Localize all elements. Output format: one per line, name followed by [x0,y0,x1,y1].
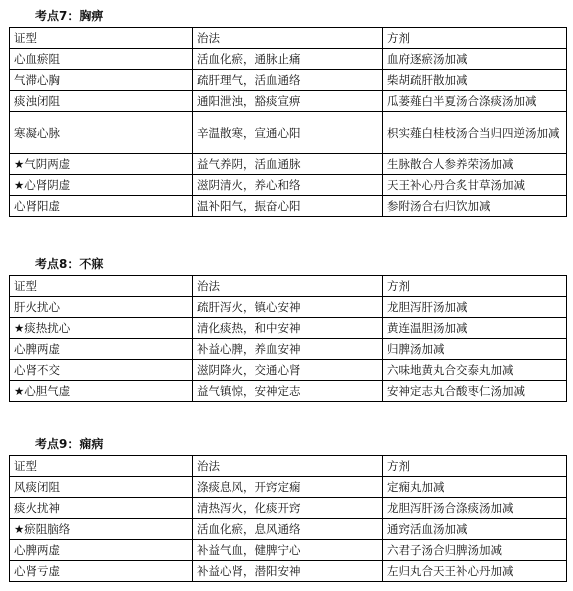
table-row [10,339,567,360]
syndrome-cell: ★瘀阻脑络 [10,519,193,540]
table-row [10,196,567,217]
treatment-method-cell: 清化痰热，和中安神 [193,318,383,339]
table-row [10,91,567,112]
table-header-row [10,28,567,49]
prescription-cell: 龙胆泻肝汤加减 [383,297,567,318]
syndrome-cell: 心肾亏虚 [10,561,193,582]
column-header: 治法 [193,276,383,297]
prescription-cell: 安神定志丸合酸枣仁汤加减 [383,381,567,402]
section-title: 考点7：胸痹 [35,9,104,23]
syndrome-cell: 寒凝心脉 [10,112,193,154]
treatment-method-cell: 清热泻火，化痰开窍 [193,498,383,519]
table-row [10,519,567,540]
treatment-method-cell: 补益心肾，潜阳安神 [193,561,383,582]
syndrome-table [9,27,567,217]
table-row [10,70,567,91]
syndrome-cell: 心肾不交 [10,360,193,381]
syndrome-cell: 心脾两虚 [10,339,193,360]
column-header: 方剂 [383,28,567,49]
table-row [10,561,567,582]
table-row [10,360,567,381]
treatment-method-cell: 活血化瘀，通脉止痛 [193,49,383,70]
prescription-cell: 归脾汤加减 [383,339,567,360]
syndrome-cell: 心血瘀阻 [10,49,193,70]
treatment-method-cell: 活血化瘀，息风通络 [193,519,383,540]
table-row [10,477,567,498]
treatment-method-cell: 补益气血，健脾宁心 [193,540,383,561]
syndrome-cell: 痰火扰神 [10,498,193,519]
treatment-method-cell: 滋阴清火，养心和络 [193,175,383,196]
prescription-cell: 生脉散合人参养荣汤加减 [383,154,567,175]
column-header: 证型 [10,276,193,297]
treatment-method-cell: 益气镇惊，安神定志 [193,381,383,402]
prescription-cell: 天王补心丹合炙甘草汤加减 [383,175,567,196]
syndrome-cell: 痰浊闭阻 [10,91,193,112]
syndrome-table [9,275,567,402]
syndrome-cell: 心肾阳虚 [10,196,193,217]
treatment-method-cell: 辛温散寒，宣通心阳 [193,112,383,154]
prescription-cell: 参附汤合右归饮加减 [383,196,567,217]
prescription-cell: 左归丸合天王补心丹加减 [383,561,567,582]
table-row [10,540,567,561]
column-header: 方剂 [383,456,567,477]
prescription-cell: 六君子汤合归脾汤加减 [383,540,567,561]
treatment-method-cell: 通阳泄浊，豁痰宣痹 [193,91,383,112]
section-title: 考点8：不寐 [35,257,104,271]
column-header: 证型 [10,28,193,49]
column-header: 方剂 [383,276,567,297]
section-chest-bi [9,5,566,217]
treatment-method-cell: 益气养阴，活血通脉 [193,154,383,175]
table-row [10,175,567,196]
treatment-method-cell: 疏肝泻火，镇心安神 [193,297,383,318]
syndrome-cell: 肝火扰心 [10,297,193,318]
prescription-cell: 血府逐瘀汤加减 [383,49,567,70]
treatment-method-cell: 疏肝理气，活血通络 [193,70,383,91]
syndrome-cell: 心脾两虚 [10,540,193,561]
column-header: 治法 [193,456,383,477]
syndrome-cell: 风痰闭阻 [10,477,193,498]
column-header: 治法 [193,28,383,49]
section-epilepsy [9,433,566,582]
syndrome-cell: 气滞心胸 [10,70,193,91]
treatment-method-cell: 温补阳气，振奋心阳 [193,196,383,217]
table-header-row [10,456,567,477]
syndrome-cell: ★痰热扰心 [10,318,193,339]
table-row [10,112,567,154]
prescription-cell: 通窍活血汤加减 [383,519,567,540]
prescription-cell: 定痫丸加减 [383,477,567,498]
prescription-cell: 龙胆泻肝汤合涤痰汤加减 [383,498,567,519]
section-insomnia [9,253,566,402]
treatment-method-cell: 滋阴降火，交通心肾 [193,360,383,381]
table-row [10,297,567,318]
section-title: 考点9：痫病 [35,437,104,451]
prescription-cell: 黄连温胆汤加减 [383,318,567,339]
prescription-cell: 柴胡疏肝散加减 [383,70,567,91]
prescription-cell: 枳实薤白桂枝汤合当归四逆汤加减 [383,112,567,154]
syndrome-cell: ★心胆气虚 [10,381,193,402]
prescription-cell: 瓜蒌薤白半夏汤合涤痰汤加减 [383,91,567,112]
table-row [10,498,567,519]
treatment-method-cell: 补益心脾，养血安神 [193,339,383,360]
table-row [10,318,567,339]
syndrome-cell: ★气阴两虚 [10,154,193,175]
treatment-method-cell: 涤痰息风，开窍定痫 [193,477,383,498]
syndrome-table [9,455,567,582]
table-header-row [10,276,567,297]
table-row [10,49,567,70]
prescription-cell: 六味地黄丸合交泰丸加减 [383,360,567,381]
column-header: 证型 [10,456,193,477]
syndrome-cell: ★心肾阴虚 [10,175,193,196]
table-row [10,154,567,175]
table-row [10,381,567,402]
